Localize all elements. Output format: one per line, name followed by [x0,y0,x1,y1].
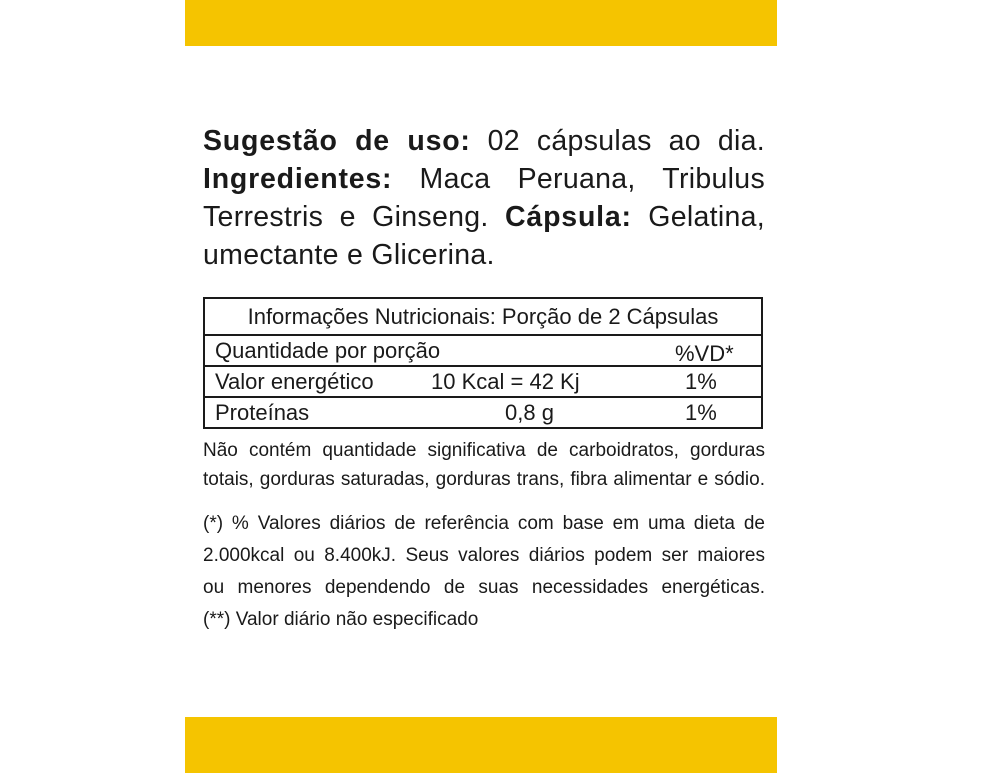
note-line: Não contém quantidade significativa de carboidratos, gorduras [203,440,765,461]
quantity-header: Quantidade por porção [215,338,441,363]
note-line: (*) % Valores diários de referência com base em uma dieta de [203,513,765,534]
capsule-label: Cápsula: [505,201,632,233]
nutrition-table [203,297,763,429]
bottom-yellow-band [185,717,777,773]
top-yellow-band [185,0,777,46]
nutrient-vd: 1% [685,369,717,394]
nutrient-amount: 0,8 g [505,400,554,425]
nutrient-amount: 10 Kcal = 42 Kj [431,369,580,394]
nutrition-table-title [205,299,761,334]
capsule-text: Gelatina, umectante e Glicerina. [203,201,766,271]
usage-paragraph [203,122,765,274]
suggestion-label: Sugestão de uso: [203,125,471,157]
table-row [205,396,761,427]
not-significant-note [203,436,765,494]
ingredients-label: Ingredientes: [203,163,393,195]
reference-note [203,508,765,636]
ingredients-text: Maca Peruana, Tribulus Terrestris e Ginseng. [203,163,766,233]
note-line: (**) Valor diário não especificado [203,609,479,630]
nutrient-vd: 1% [685,400,717,425]
table-row [205,365,761,396]
nutrient-name: Proteínas [215,400,310,425]
vd-header: %VD* [675,341,734,366]
nutrition-header-row [205,334,761,365]
note-line: totais, gorduras saturadas, gorduras trans, fibra alimentar e sódio. [203,469,765,490]
nutrition-title-text: Informações Nutricionais: Porção de 2 Cápsulas [247,304,719,329]
note-line: 2.000kcal ou 8.400kJ. Seus valores diários podem ser maiores [203,545,765,566]
suggestion-text: 02 cápsulas ao dia. [487,125,766,157]
nutrient-name: Valor energético [215,369,374,394]
note-line: ou menores dependendo de suas necessidades energéticas. [203,577,765,598]
